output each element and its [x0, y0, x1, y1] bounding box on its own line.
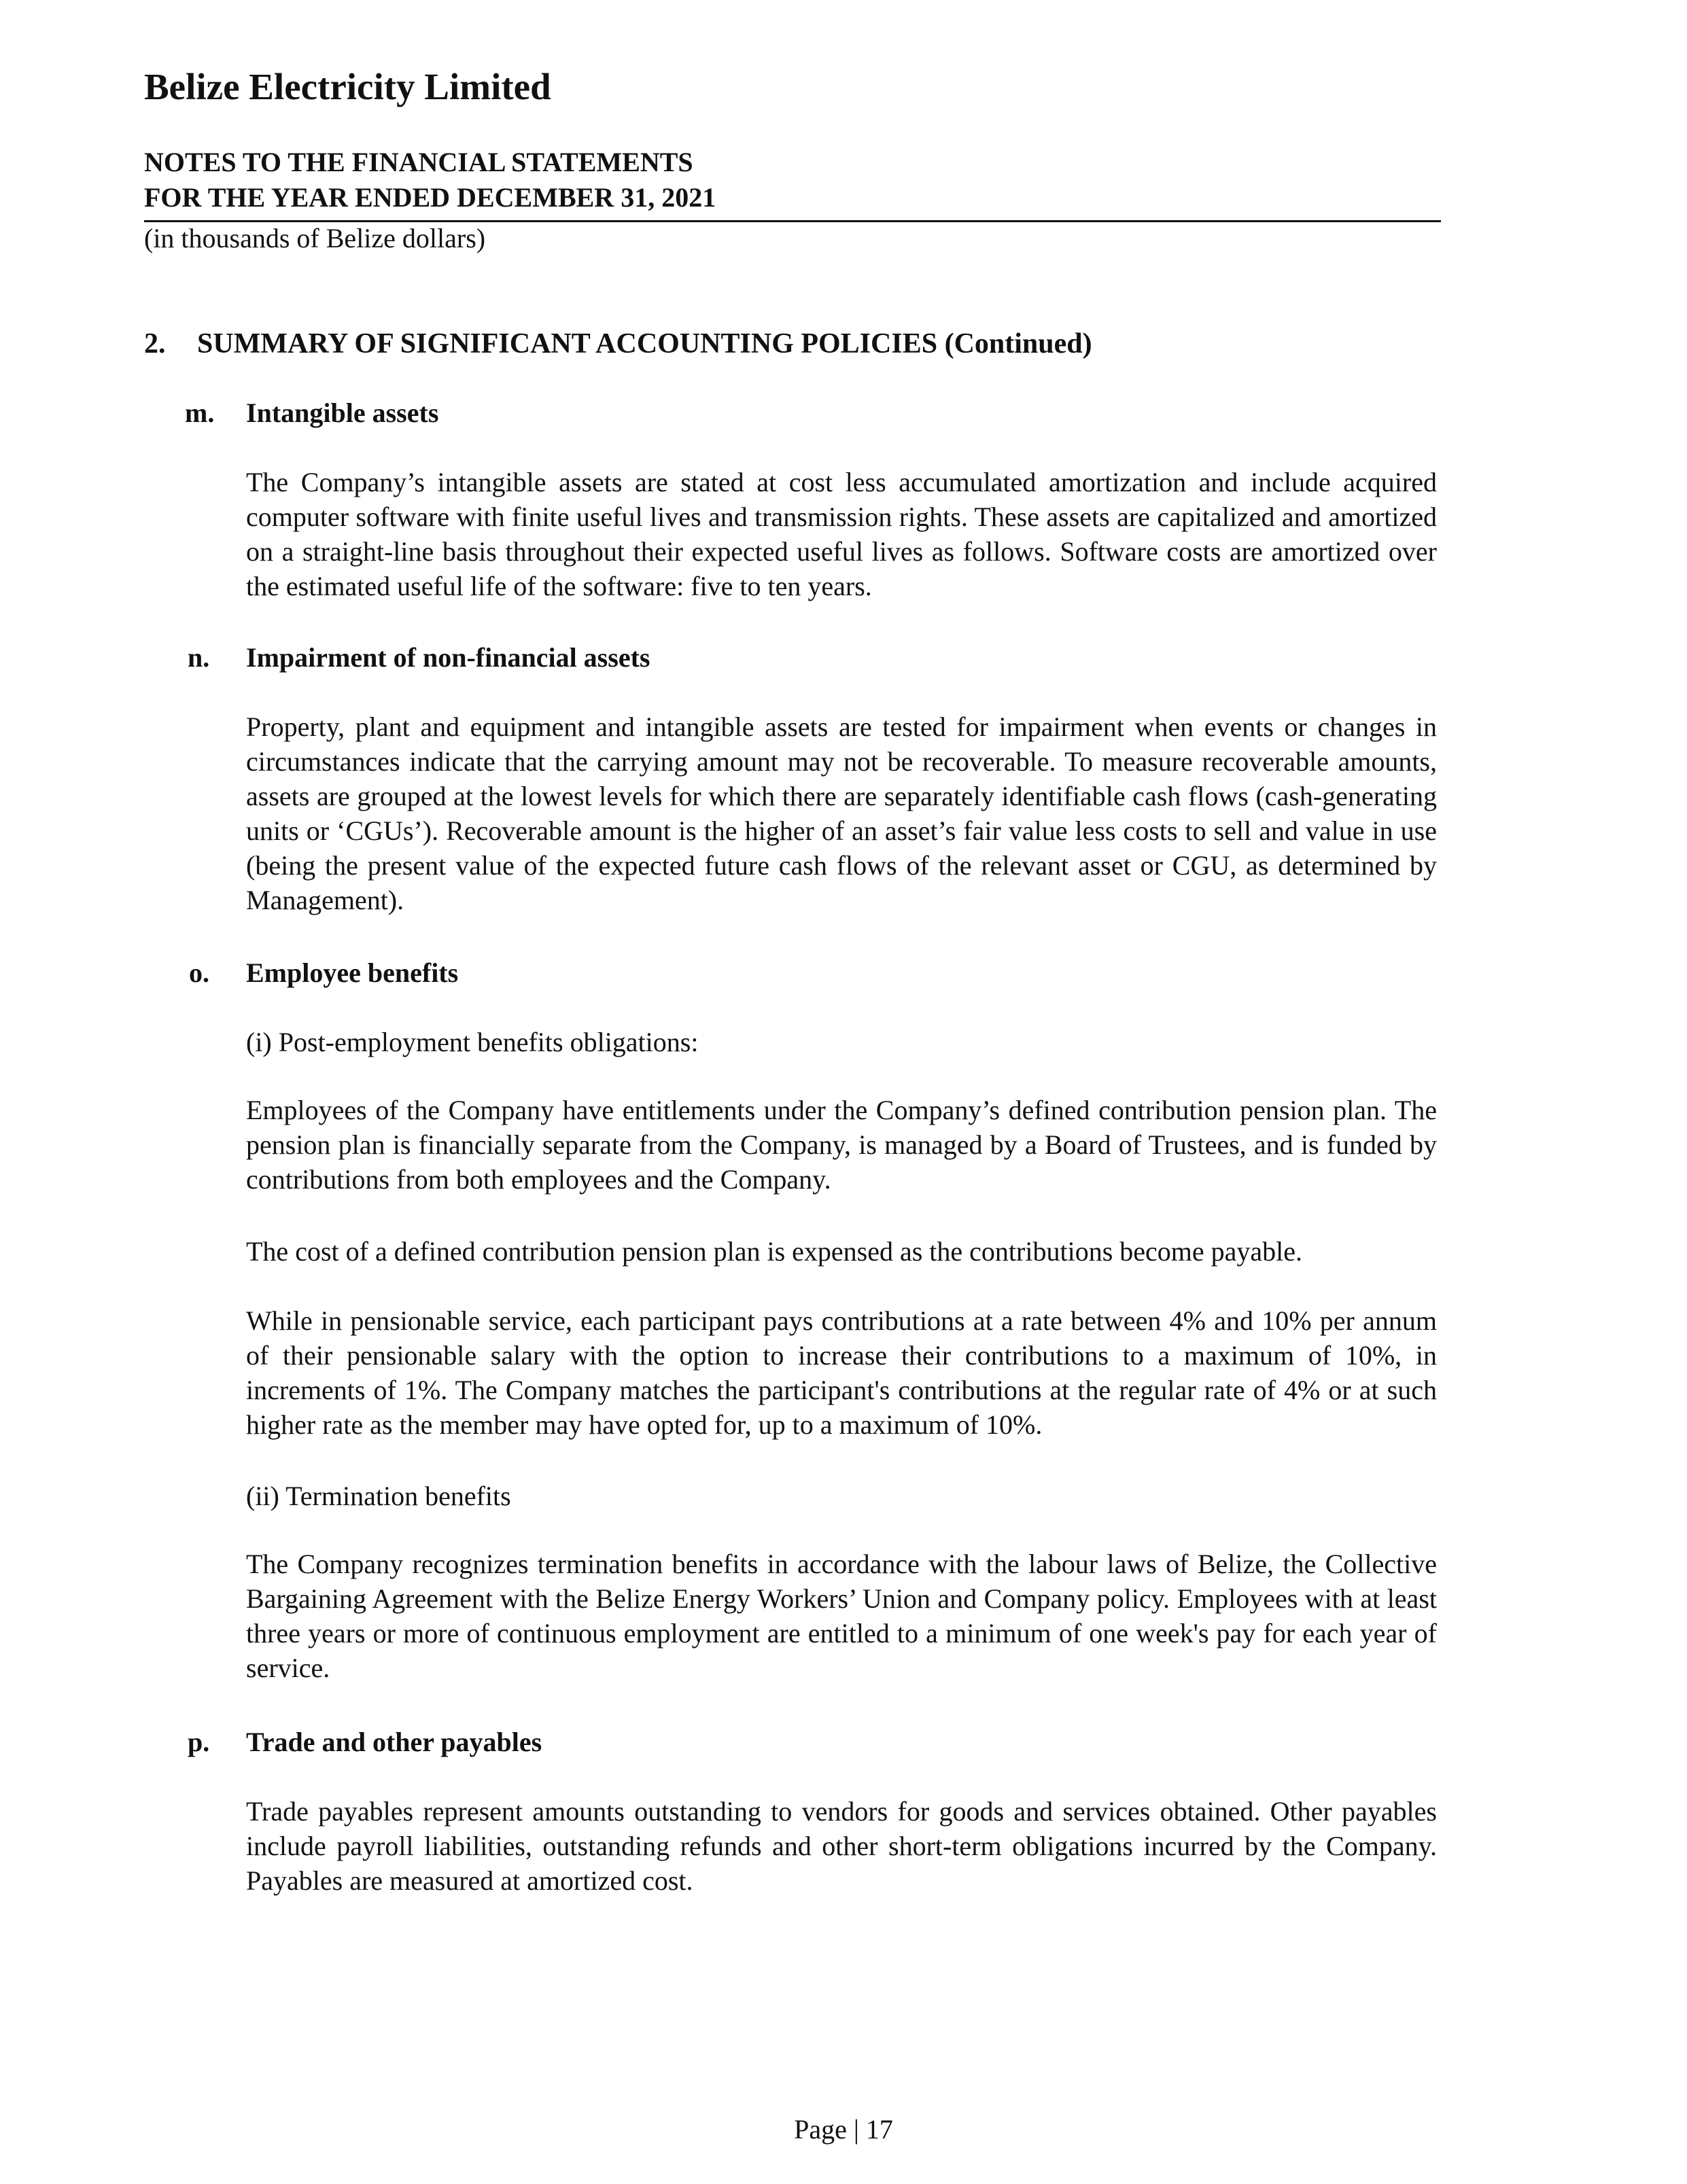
subsection-o-title: Employee benefits	[246, 957, 459, 988]
section-number: 2.	[144, 328, 166, 359]
page-number: Page | 17	[794, 2114, 893, 2145]
contribution-rate-paragraph: While in pensionable service, each participant pays contributions at a rate between 4% and 10% per annum of their pensionable salary with the option to increase their contributions to a maximum of 10%, in increments of 1%. The Company matches the participant's contributions at the regular rate of 4% or at such higher rate as the member may have opted for, up to a maximum of 10%.	[246, 1305, 1437, 1440]
header-divider	[144, 220, 1441, 222]
notes-title: NOTES TO THE FINANCIAL STATEMENTS	[144, 147, 693, 177]
year-title: FOR THE YEAR ENDED DECEMBER 31, 2021	[144, 182, 716, 213]
subsection-p-title: Trade and other payables	[246, 1727, 542, 1757]
pension-cost-paragraph: The cost of a defined contribution pension plan is expensed as the contributions become payable.	[246, 1236, 1303, 1267]
post-employment-subheading: (i) Post-employment benefits obligations:	[246, 1027, 699, 1057]
subsection-o-letter: o.	[189, 957, 209, 988]
subsection-n-letter: n.	[188, 642, 210, 673]
intangible-assets-paragraph: The Company’s intangible assets are stated at cost less accumulated amortization and include acquired computer software with finite useful lives and transmission rights. These assets are capitalized and amortized on a straight-line basis throughout their expected useful lives as follows. Software costs are amortized over the estimated useful life of the software: five to ten years.	[246, 467, 1437, 601]
subsection-m-letter: m.	[185, 398, 215, 428]
termination-paragraph: The Company recognizes termination benefits in accordance with the labour laws of Belize, the Collective Bargaining Agreement with the Belize Energy Workers’ Union and Company policy. Employees with at least three years or more of continuous employment are entitled to a minimum of one week's pay for each year of service.	[246, 1549, 1437, 1683]
pension-plan-paragraph: Employees of the Company have entitlements under the Company’s defined contribution pension plan. The pension plan is financially separate from the Company, is managed by a Board of Trustees, and is funded by contributions from both employees and the Company.	[246, 1095, 1437, 1195]
impairment-paragraph: Property, plant and equipment and intangible assets are tested for impairment when events or changes in circumstances indicate that the carrying amount may not be recoverable. To measure recoverable amounts, assets are grouped at the lowest levels for which there are separately identifiable cash flows (cash-generating units or ‘CGUs’). Recoverable amount is the higher of an asset’s fair value less costs to sell and value in use (being the present value of the expected future cash flows of the relevant asset or CGU, as determined by Management).	[246, 711, 1437, 915]
subsection-p-letter: p.	[188, 1727, 210, 1757]
termination-subheading: (ii) Termination benefits	[246, 1481, 511, 1511]
company-name: Belize Electricity Limited	[144, 66, 551, 107]
payables-paragraph: Trade payables represent amounts outstanding to vendors for goods and services obtained. Other payables include payroll liabilities, outstanding refunds and other short-term obligations incurred by the Company. Payables are measured at amortized cost.	[246, 1796, 1437, 1896]
units-note: (in thousands of Belize dollars)	[144, 223, 486, 253]
subsection-n-title: Impairment of non-financial assets	[246, 642, 650, 673]
subsection-m-title: Intangible assets	[246, 398, 439, 428]
section-title: SUMMARY OF SIGNIFICANT ACCOUNTING POLICIES (Continued)	[197, 328, 1092, 359]
